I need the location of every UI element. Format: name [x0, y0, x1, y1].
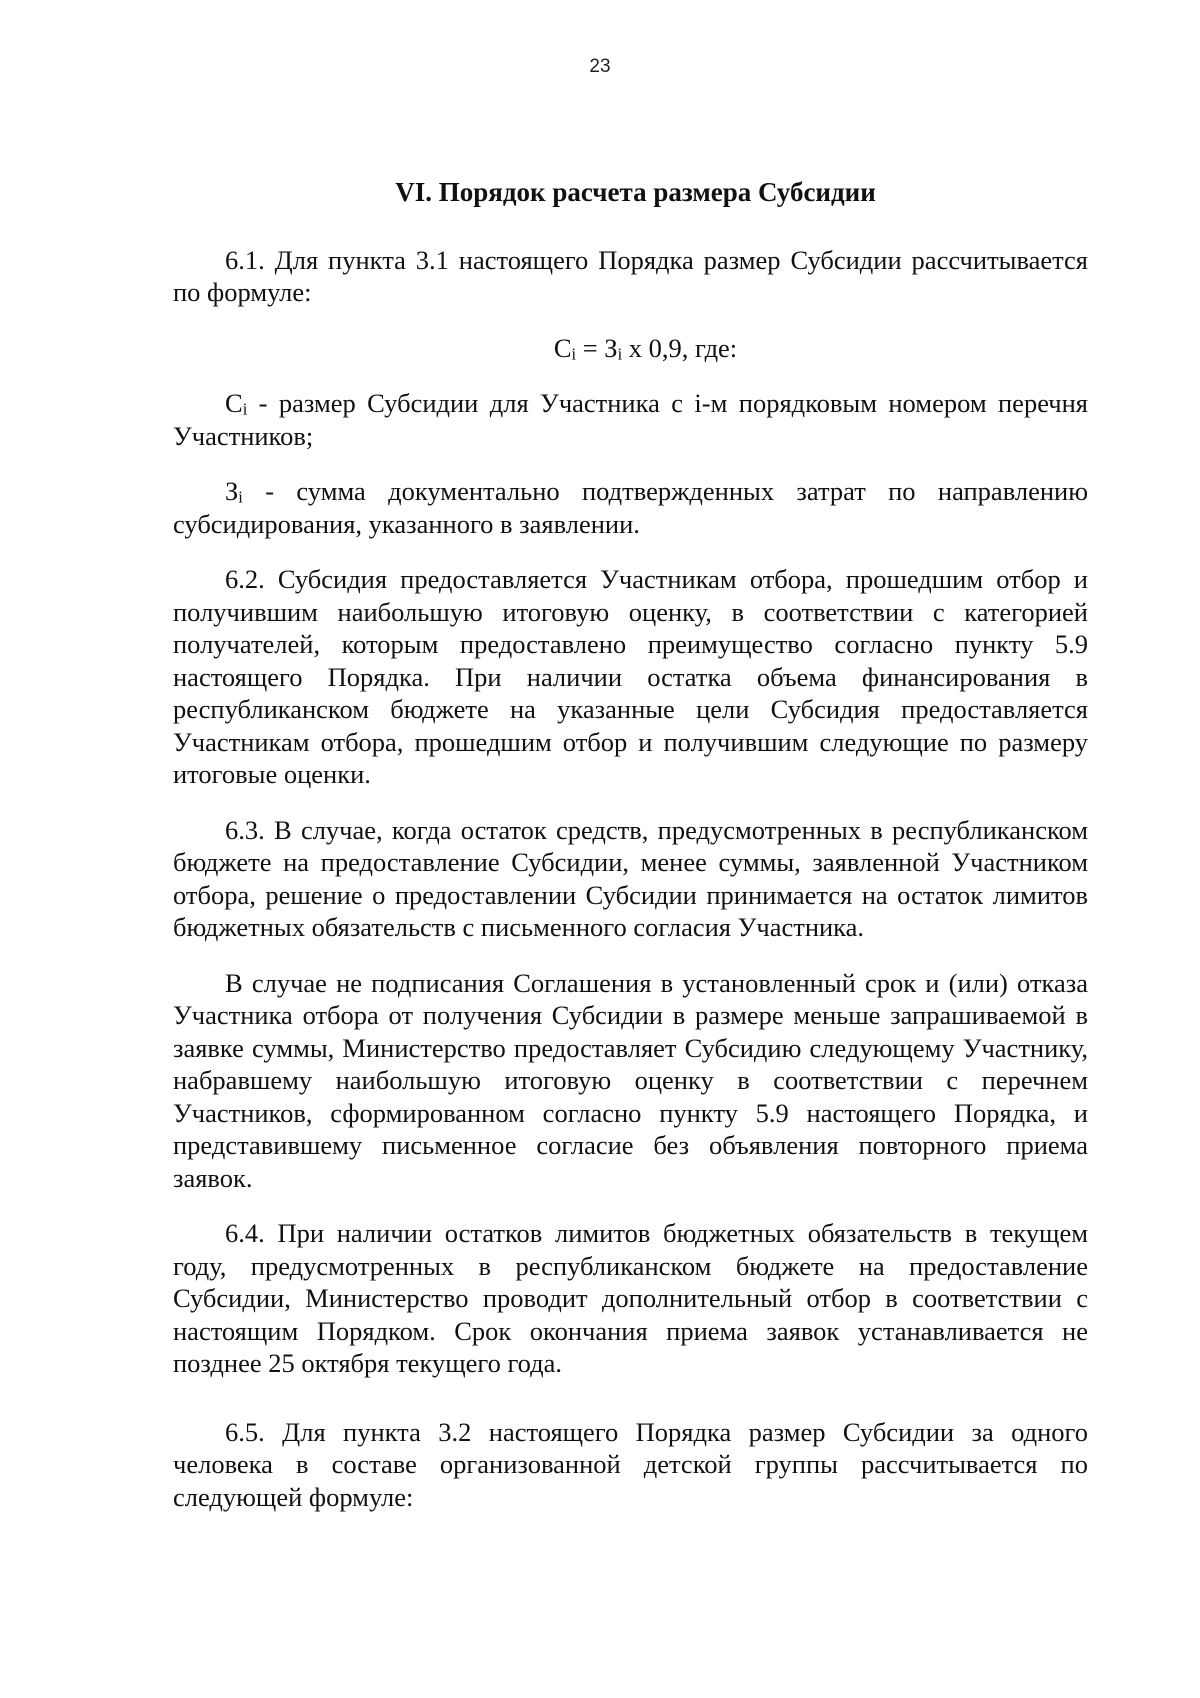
formula-lhs: C [553, 332, 572, 363]
formula-rhs-sub: i [617, 343, 623, 363]
paragraph-6-2: 6.2. Субсидия предоставляется Участникам отбора, прошедшим отбор и получившим наибольшую итоговую оценку, в соответствии с категорией получателей, которым предоставлено преимущество согласно пункту 5.9 настоящего Порядка. При наличии остатка объема финансирования в республиканском бюджете на указанные цели Субсидия предоставляется Участникам отбора, прошедшим отбор и получившим следующие по размеру итоговые оценки. [173, 564, 1088, 789]
paragraph-6-1: 6.1. Для пункта 3.1 настоящего Порядка размер Субсидии рассчитывается по формуле: [173, 244, 1088, 307]
formula-tail: x 0,9, где: [622, 332, 738, 363]
paragraph-6-3-continued: В случае не подписания Соглашения в установленный срок и (или) отказа Участника отбора от получения Субсидии в размере меньше запрашиваемой в заявке суммы, Министерство предоставляет Субсидию следующему Участнику, набравшему наибольшую итоговую оценку в соответствии с перечнем Участников, сформированном согласно пункту 5.9 настоящего Порядка, и представившему письменное согласие без объявления повторного приема заявок. [173, 967, 1088, 1193]
section-heading: VI. Порядок расчета размера Субсидии [395, 177, 876, 207]
definition-z-sub: i [238, 487, 243, 507]
page-number: 23 [589, 56, 611, 77]
formula-lhs-sub: i [571, 343, 577, 363]
document-body [173, 176, 1088, 1536]
definition-c-text: - размер Субсидии для Участника с i-м порядковым номером перечня Участников; [173, 388, 1088, 451]
formula-eq: = З [576, 332, 618, 363]
definition-c-symbol: C [225, 388, 243, 418]
paragraph-6-4: 6.4. При наличии остатков лимитов бюджетных обязательств в текущем году, предусмотренных в республиканском бюджете на предоставление Субсидии, Министерство проводит дополнительный отбор в соответствии с настоящим Порядком. Срок окончания приема заявок устанавливается не позднее 25 октября текущего года. [173, 1218, 1088, 1378]
paragraph-6-5: 6.5. Для пункта 3.2 настоящего Порядка размер Субсидии за одного человека в составе организованной детской группы рассчитывается по следующей формуле: [173, 1416, 1088, 1512]
definition-c-sub: i [242, 399, 248, 419]
definition-z-symbol: З [225, 476, 239, 506]
paragraph-6-3: 6.3. В случае, когда остаток средств, предусмотренных в республиканском бюджете на предоставление Субсидии, менее суммы, заявленной Участником отбора, решение о предоставлении Субсидии принимается на остаток лимитов бюджетных обязательств с письменного согласия Участника. [173, 814, 1088, 942]
definition-z [173, 475, 1088, 540]
definition-z-text: - сумма документально подтвержденных затрат по направлению субсидирования, указанного в заявлении. [173, 476, 1088, 539]
formula [173, 332, 1088, 365]
definition-c [173, 387, 1088, 452]
